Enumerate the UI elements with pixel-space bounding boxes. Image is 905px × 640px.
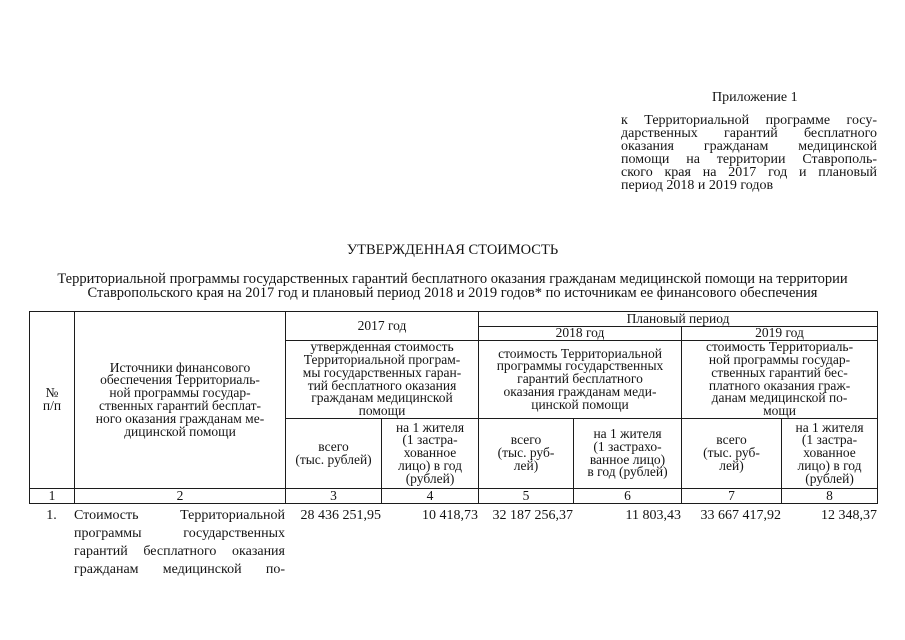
row-total-2018: 32 187 256,37 — [492, 508, 573, 523]
header-year-2019: 2019 год — [682, 327, 878, 341]
header-description-line: данам медицинской по- — [711, 390, 848, 406]
appendix-text — [621, 114, 877, 192]
header-description-line: гарантий бесплатного — [517, 371, 643, 387]
column-number: 6 — [574, 489, 682, 504]
table-row — [29, 503, 877, 579]
header-total-line: всего — [510, 432, 542, 448]
column-number-row — [30, 489, 878, 504]
appendix-text-line: ского края на 2017 год и плановый — [621, 165, 877, 180]
header-planned-period: Плановый период — [479, 312, 878, 327]
header-total-2018 — [479, 419, 574, 489]
header-total-line: всего — [318, 438, 349, 454]
header-per-capita-line: на 1 жителя — [395, 419, 465, 435]
header-total-line: (тыс. руб- — [703, 445, 760, 461]
header-per-capita-line: лицо) в год — [797, 457, 862, 473]
header-description-line: гражданам медицинской — [311, 390, 453, 406]
header-year-2017: 2017 год — [286, 312, 479, 341]
column-number: 8 — [782, 489, 878, 504]
row-total-2019: 33 667 417,92 — [700, 508, 781, 523]
header-description-line: оказания гражданам меди- — [503, 383, 657, 399]
header-per-capita-line: хованное — [803, 445, 856, 461]
column-number: 2 — [75, 489, 286, 504]
header-per-capita-line: на 1 жителя — [795, 419, 864, 435]
header-per-capita-line: лицо) в год — [398, 457, 462, 473]
header-total-line: (тыс. рублей) — [295, 451, 372, 467]
header-description-line: Территориальной програм- — [303, 351, 461, 367]
header-description-line: тий бесплатного оказания — [307, 377, 457, 393]
appendix-text-line: помощи на территории Ставрополь- — [621, 152, 877, 167]
row-source-line: гарантий бесплатного оказания — [74, 544, 285, 559]
header-description-line: ной программы государ- — [708, 351, 851, 367]
document-subtitle-line: Ставропольского края на 2017 год и плановый период 2018 и 2019 годов* по источникам ее финансового обеспечения — [87, 285, 818, 301]
header-per-capita-line: (1 застра- — [402, 432, 458, 448]
header-number-cell — [30, 312, 75, 489]
header-description-line: мы государственных гаран- — [302, 364, 462, 380]
header-per-capita-2017 — [382, 419, 479, 489]
header-per-capita-line: на 1 жителя — [593, 425, 662, 441]
header-number-line: № — [45, 385, 59, 401]
column-number: 4 — [382, 489, 479, 504]
header-description-line: стоимость Территориальной — [498, 345, 662, 361]
header-description-line: помощи — [358, 403, 406, 419]
header-description-line: ственных гарантий бес- — [711, 364, 848, 380]
column-number: 7 — [682, 489, 782, 504]
header-description-2018 — [479, 341, 682, 419]
header-per-capita-line: (1 застрахо- — [593, 438, 662, 454]
row-source-cell — [74, 503, 285, 579]
header-source-line: ной программы государ- — [109, 385, 251, 401]
header-description-2019 — [682, 341, 878, 419]
header-per-capita-line: в год (рублей) — [587, 464, 668, 480]
appendix-text-line: период 2018 и 2019 годов — [621, 178, 774, 193]
header-description-line: мощи — [763, 403, 796, 419]
header-description-line: стоимость Территориаль- — [705, 339, 854, 355]
header-per-capita-line: (1 застра- — [801, 432, 858, 448]
appendix-text-line: дарственных гарантий бесплатного — [621, 126, 877, 141]
header-total-line: (тыс. руб- — [497, 445, 555, 461]
row-total-2017: 28 436 251,95 — [300, 508, 381, 523]
header-total-2019 — [682, 419, 782, 489]
header-total-line: всего — [716, 432, 747, 448]
header-source-line: обеспечения Территориаль- — [100, 372, 260, 388]
appendix-text-line: к Территориальной программе госу- — [621, 113, 877, 128]
appendix-text-line: оказания гражданам медицинской — [621, 139, 877, 154]
header-year-2018: 2018 год — [479, 327, 682, 341]
header-number-line: п/п — [42, 398, 62, 413]
header-per-capita-line: (рублей) — [405, 470, 455, 486]
header-total-line: лей) — [719, 457, 744, 473]
column-number: 1 — [30, 489, 75, 504]
header-total-line: лей) — [513, 457, 539, 473]
row-source-line: программы государственных — [74, 526, 285, 541]
document-title: УТВЕРЖДЕННАЯ СТОИМОСТЬ — [346, 242, 559, 258]
header-source-cell — [75, 312, 286, 489]
header-per-capita-2019 — [782, 419, 878, 489]
column-number: 3 — [286, 489, 382, 504]
header-description-line: платного оказания граж- — [708, 377, 851, 393]
header-description-2017 — [286, 341, 479, 419]
header-description-line: утвержденная стоимость — [310, 339, 454, 355]
document-subtitle-line: Территориальной программы государственных гарантий бесплатного оказания гражданам медицинской помощи на территории — [57, 271, 848, 287]
header-total-2017 — [286, 419, 382, 489]
header-source-line: ственных гарантий бесплат- — [98, 398, 262, 413]
row-source-line: гражданам медицинской по- — [74, 562, 285, 577]
header-per-capita-line: хованное — [403, 445, 457, 461]
appendix-title: Приложение 1 — [712, 90, 798, 105]
cost-table-body — [29, 503, 877, 579]
row-number: 1. — [46, 508, 57, 523]
header-per-capita-line: ванное лицо) — [589, 451, 666, 467]
header-per-capita-line: (рублей) — [805, 470, 854, 486]
document-subtitle — [0, 272, 905, 300]
header-row — [30, 312, 878, 327]
header-source-line: дицинской помощи — [124, 423, 236, 439]
column-number: 5 — [479, 489, 574, 504]
header-source-line: Источники финансового — [109, 359, 251, 375]
header-per-capita-2018 — [574, 419, 682, 489]
cost-table-header — [29, 311, 878, 504]
header-source-line: ного оказания гражданам ме- — [95, 410, 265, 426]
row-per-capita-2017: 10 418,73 — [422, 508, 478, 523]
row-per-capita-2018: 11 803,43 — [625, 508, 681, 523]
row-source-line: Стоимость Территориальной — [74, 508, 285, 523]
row-per-capita-2019: 12 348,37 — [821, 508, 877, 523]
header-description-line: программы государственных — [496, 358, 664, 374]
header-description-line: цинской помощи — [531, 396, 629, 412]
